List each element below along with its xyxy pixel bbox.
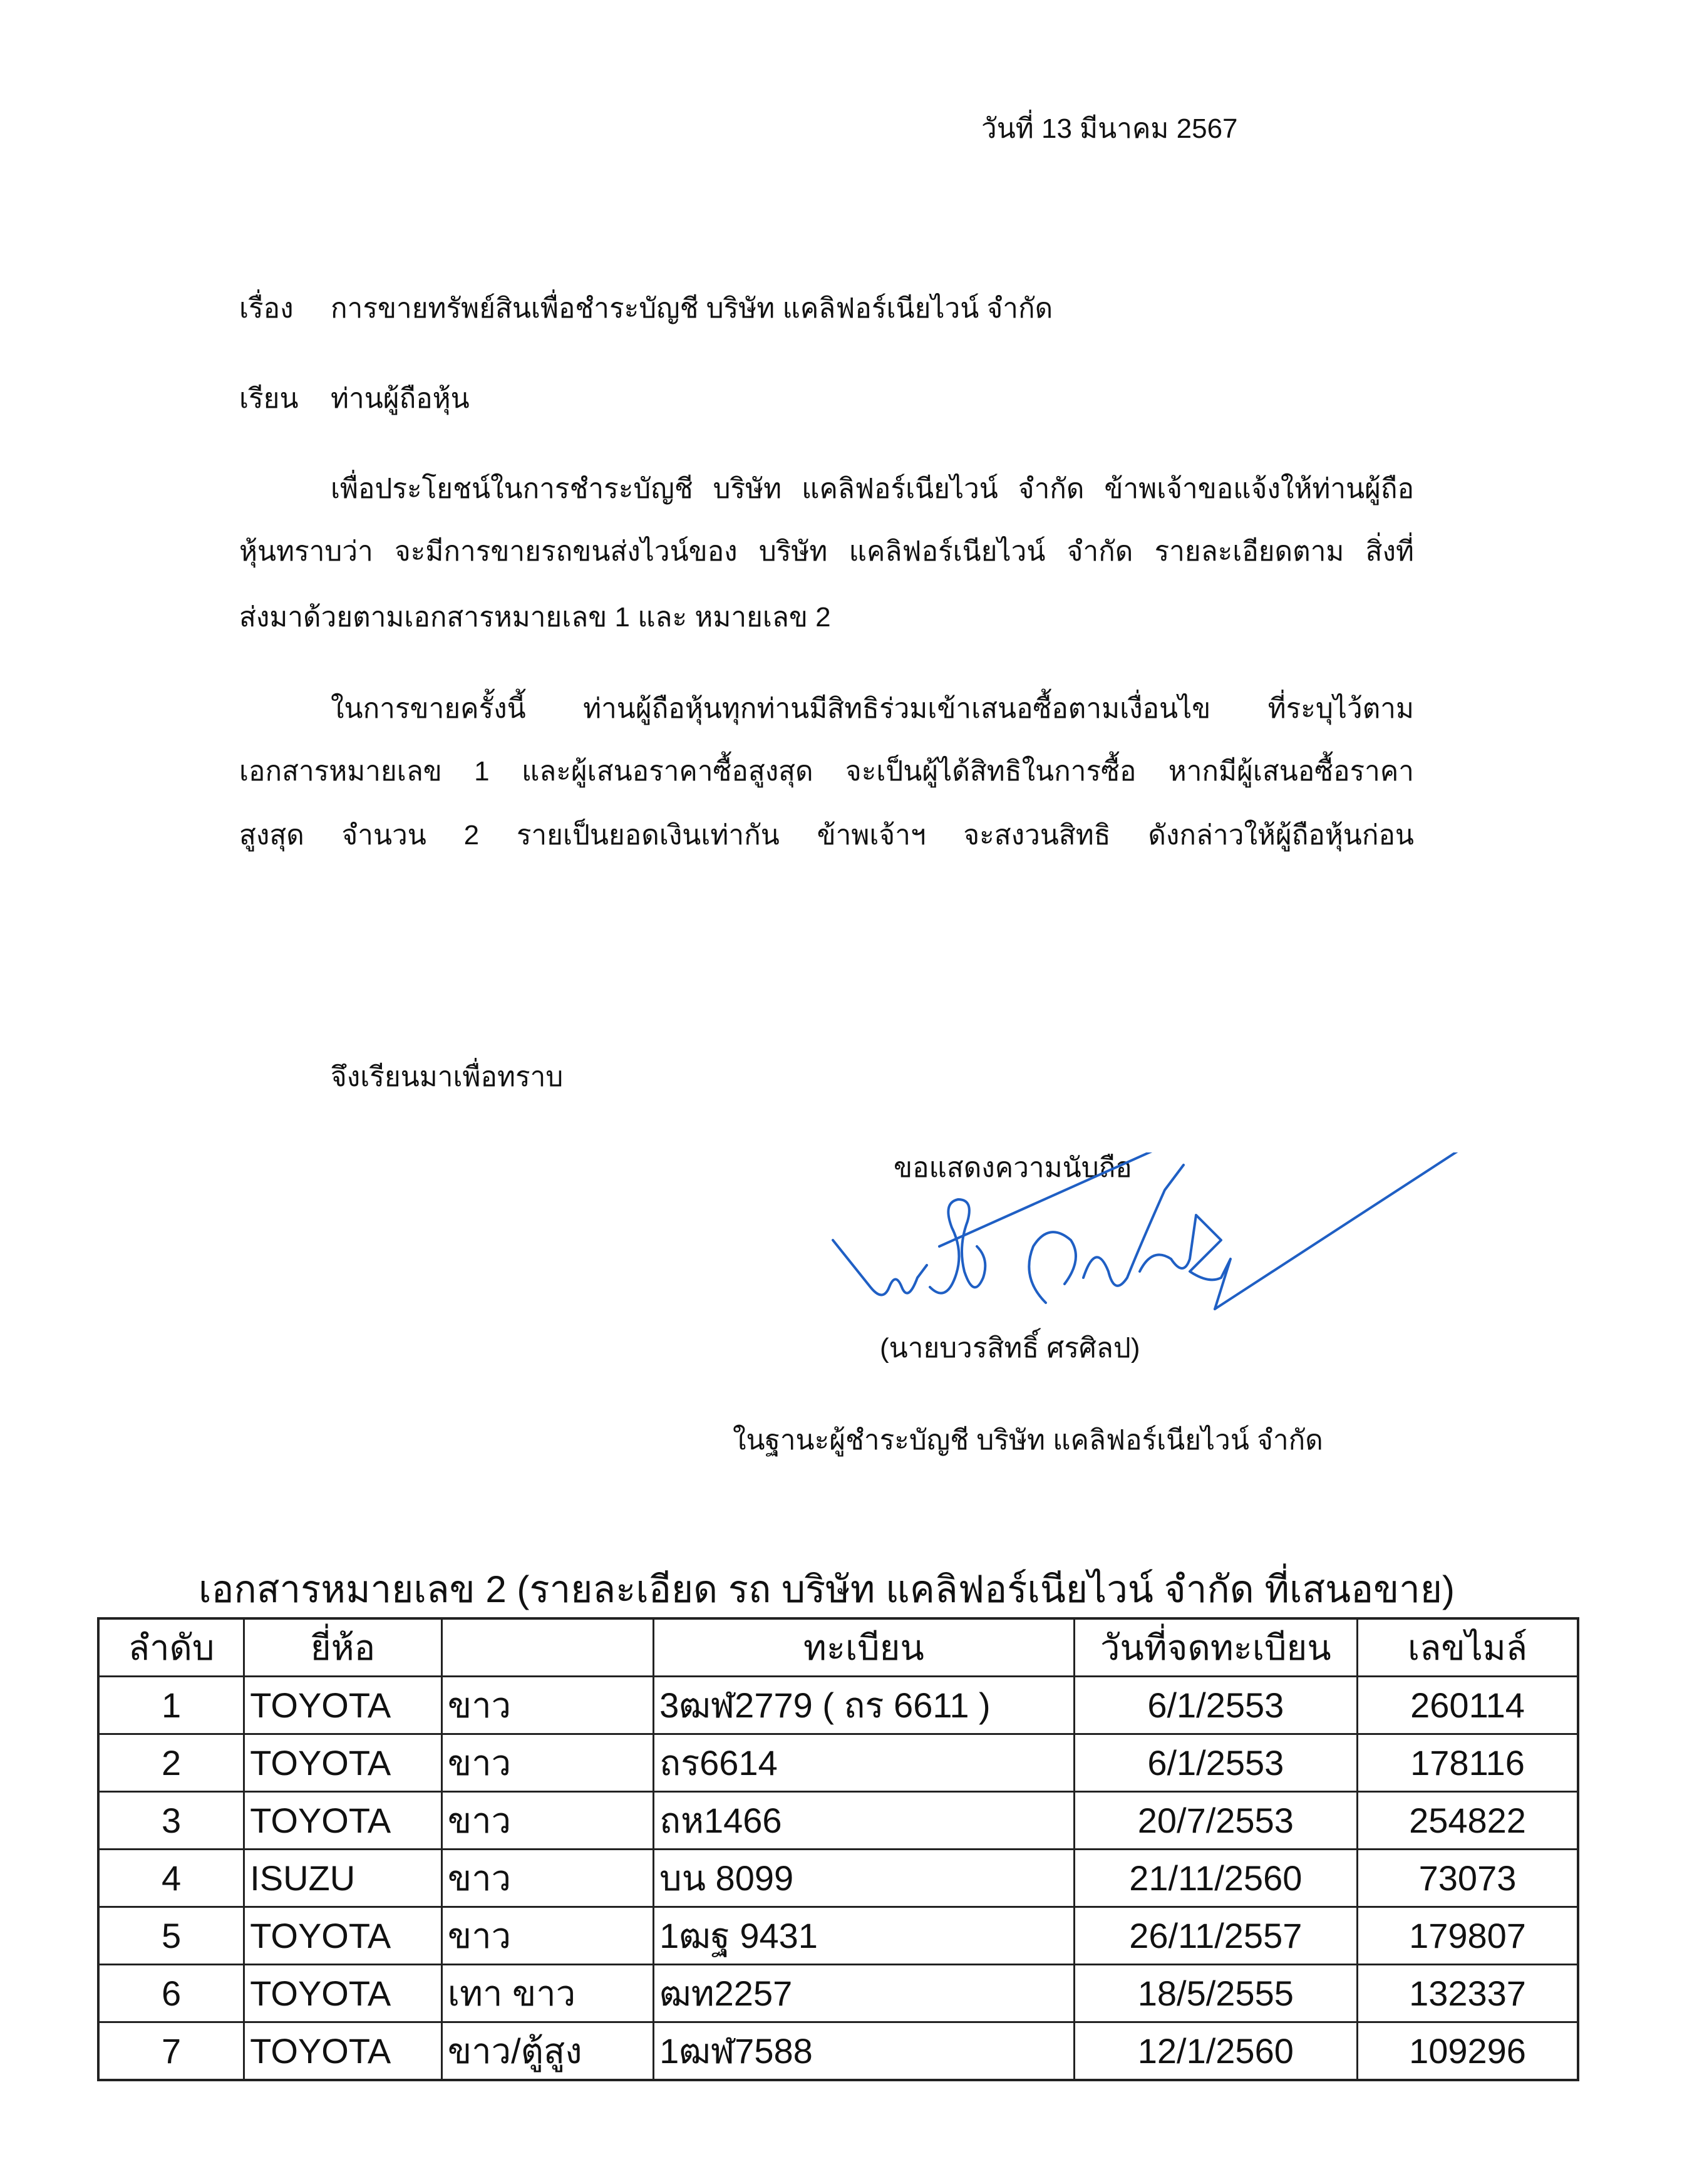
regards-text: ขอแสดงความนับถือ	[894, 1152, 1132, 1183]
cell-reg-date: 21/11/2560	[1074, 1850, 1357, 1907]
closing-text: จึงเรียนมาเพื่อทราบ	[331, 1062, 564, 1092]
paragraph1-line2: หุ้นทราบว่า จะมีการขายรถขนส่งไวน์ของ บริษัท แคลิฟอร์เนียไวน์ จำกัด รายละเอียดตาม สิ่งที่	[239, 536, 1414, 567]
cell-reg-date: 12/1/2560	[1074, 2022, 1357, 2081]
vehicle-table	[97, 1617, 1579, 2081]
header-brand: ยี่ห้อ	[244, 1618, 442, 1677]
cell-reg-date: 6/1/2553	[1074, 1734, 1357, 1792]
cell-reg-date: 6/1/2553	[1074, 1677, 1357, 1734]
table-row	[98, 2022, 1578, 2081]
cell-reg-date: 18/5/2555	[1074, 1965, 1357, 2022]
signature	[814, 1152, 1490, 1328]
header-order: ลำดับ	[98, 1618, 244, 1677]
signer-name: (นายบวรสิทธิ์ ศรศิลป)	[880, 1333, 1140, 1364]
cell-brand: ISUZU	[244, 1850, 442, 1907]
table-header-row	[98, 1618, 1578, 1677]
cell-color: ขาว	[441, 1850, 653, 1907]
table-row	[98, 1677, 1578, 1734]
cell-mileage: 260114	[1358, 1677, 1578, 1734]
cell-order: 5	[98, 1907, 244, 1965]
subject-text: การขายทรัพย์สินเพื่อชำระบัญชี บริษัท แคลิฟอร์เนียไวน์ จำกัด	[331, 293, 1053, 324]
paragraph2-line1: ในการขายครั้งนี้ ท่านผู้ถือหุ้นทุกท่านมีสิทธิร่วมเข้าเสนอซื้อตามเงื่อนไข ที่ระบุไว้ตาม	[331, 693, 1414, 724]
signer-title: ในฐานะผู้ชำระบัญชี บริษัท แคลิฟอร์เนียไวน์ จำกัด	[733, 1425, 1323, 1456]
cell-brand: TOYOTA	[244, 1907, 442, 1965]
cell-order: 7	[98, 2022, 244, 2081]
cell-color: ขาว	[441, 1792, 653, 1850]
cell-order: 3	[98, 1792, 244, 1850]
cell-color: ขาว/ตู้สูง	[441, 2022, 653, 2081]
cell-color: ขาว	[441, 1734, 653, 1792]
cell-brand: TOYOTA	[244, 1734, 442, 1792]
recipient-text: ท่านผู้ถือหุ้น	[331, 383, 470, 414]
table-row	[98, 1734, 1578, 1792]
paragraph1-line3: ส่งมาด้วยตามเอกสารหมายเลข 1 และ หมายเลข 2	[239, 602, 831, 633]
cell-mileage: 179807	[1358, 1907, 1578, 1965]
recipient-label: เรียน	[239, 383, 299, 414]
cell-plate: 1ฒฐ 9431	[654, 1907, 1074, 1965]
table-row	[98, 1850, 1578, 1907]
cell-brand: TOYOTA	[244, 1792, 442, 1850]
date-line: วันที่ 13 มีนาคม 2567	[981, 113, 1238, 144]
cell-plate: ถห1466	[654, 1792, 1074, 1850]
cell-order: 2	[98, 1734, 244, 1792]
cell-mileage: 73073	[1358, 1850, 1578, 1907]
cell-plate: บน 8099	[654, 1850, 1074, 1907]
table-row	[98, 1965, 1578, 2022]
subject-label: เรื่อง	[239, 293, 294, 324]
cell-mileage: 178116	[1358, 1734, 1578, 1792]
cell-plate: 3ฒฬ2779 ( ถร 6611 )	[654, 1677, 1074, 1734]
cell-reg-date: 20/7/2553	[1074, 1792, 1357, 1850]
cell-color: ขาว	[441, 1907, 653, 1965]
table-title: เอกสารหมายเลข 2 (รายละเอียด รถ บริษัท แคลิฟอร์เนียไวน์ จำกัด ที่เสนอขาย)	[199, 1568, 1455, 1610]
paragraph2-line2: เอกสารหมายเลข 1 และผู้เสนอราคาซื้อสูงสุด จะเป็นผู้ได้สิทธิในการซื้อ หากมีผู้เสนอซื้อราคา	[239, 756, 1414, 787]
cell-brand: TOYOTA	[244, 2022, 442, 2081]
paragraph2-line3: สูงสุด จำนวน 2 รายเป็นยอดเงินเท่ากัน ข้าพเจ้าฯ จะสงวนสิทธิ ดังกล่าวให้ผู้ถือหุ้นก่อน	[239, 820, 1414, 851]
cell-reg-date: 26/11/2557	[1074, 1907, 1357, 1965]
cell-plate: ถร6614	[654, 1734, 1074, 1792]
cell-color: ขาว	[441, 1677, 653, 1734]
cell-mileage: 109296	[1358, 2022, 1578, 2081]
cell-order: 6	[98, 1965, 244, 2022]
table-row	[98, 1907, 1578, 1965]
header-color	[441, 1618, 653, 1677]
header-mileage: เลขไมล์	[1358, 1618, 1578, 1677]
header-plate: ทะเบียน	[654, 1618, 1074, 1677]
cell-order: 4	[98, 1850, 244, 1907]
cell-mileage: 254822	[1358, 1792, 1578, 1850]
table-row	[98, 1792, 1578, 1850]
cell-color: เทา ขาว	[441, 1965, 653, 2022]
cell-mileage: 132337	[1358, 1965, 1578, 2022]
cell-plate: ฒท2257	[654, 1965, 1074, 2022]
header-reg-date: วันที่จดทะเบียน	[1074, 1618, 1357, 1677]
cell-plate: 1ฒฬ7588	[654, 2022, 1074, 2081]
paragraph1-line1: เพื่อประโยชน์ในการชำระบัญชี บริษัท แคลิฟอร์เนียไวน์ จำกัด ข้าพเจ้าขอแจ้งให้ท่านผู้ถือ	[331, 474, 1414, 504]
cell-order: 1	[98, 1677, 244, 1734]
cell-brand: TOYOTA	[244, 1965, 442, 2022]
cell-brand: TOYOTA	[244, 1677, 442, 1734]
